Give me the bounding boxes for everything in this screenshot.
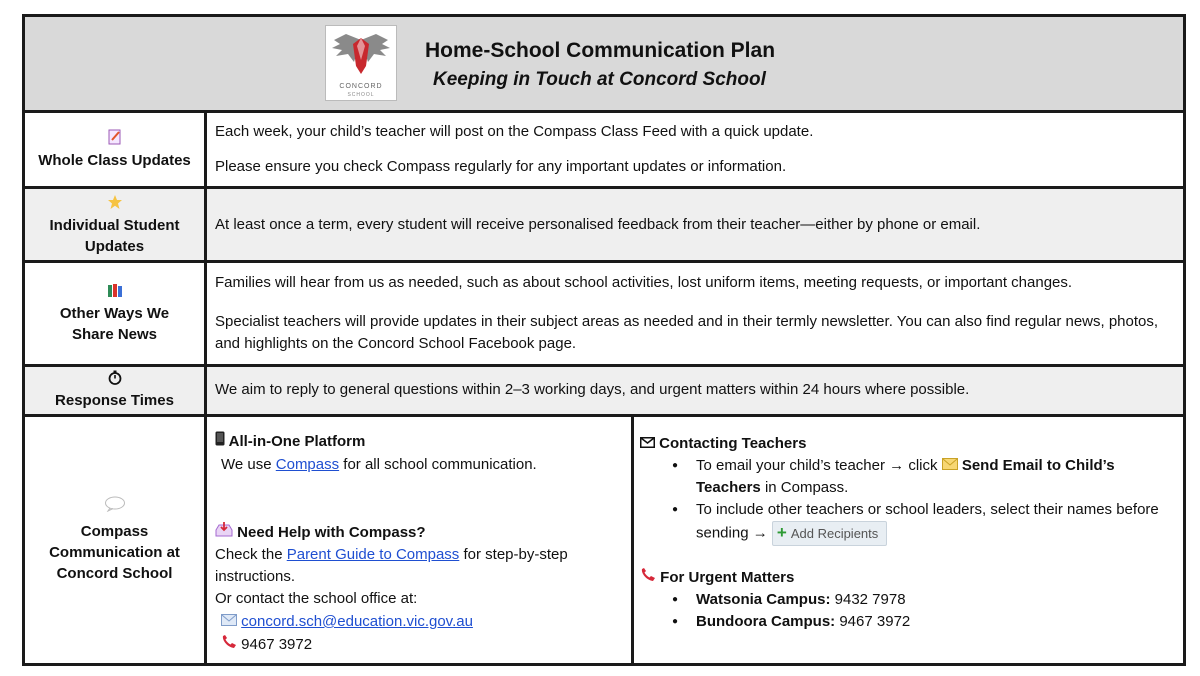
row-response-times: [25, 367, 1183, 417]
plus-icon: +: [776, 523, 787, 542]
row-whole-class: [25, 113, 1183, 189]
row-compass: [25, 417, 1183, 663]
list-item: ● To include other teachers or school leaders, select their names before sending → + Add Recipients: [640, 499, 1175, 546]
row-text: Please ensure you check Compass regularly for any important updates or information.: [215, 158, 787, 175]
row-label: [25, 367, 207, 414]
parent-guide-link[interactable]: Parent Guide to Compass: [286, 546, 460, 563]
compass-right-column: [640, 417, 1175, 663]
list-item: ● To email your child’s teacher → click Send Email to Child’s Teachers in Compass.: [640, 455, 1175, 499]
office-email-link[interactable]: concord.sch@education.vic.gov.au: [241, 613, 473, 630]
row-text: Specialist teachers will provide updates in their subject areas as needed and in their termly newsletter. You can also find regular news, photos, and highlights on the Concord School Facebook page.: [215, 313, 1159, 352]
help-text: Check the Parent Guide to Compass for step-by-step instructions.: [215, 546, 568, 585]
row-label: [25, 263, 207, 364]
row-content: [215, 113, 1175, 186]
platform-text: We use Compass for all school communication.: [221, 456, 537, 473]
column-divider: [631, 417, 634, 663]
memo-icon: [108, 129, 122, 150]
urgent-heading: For Urgent Matters: [640, 567, 794, 589]
mobile-phone-icon: [215, 433, 225, 450]
row-label: [25, 113, 207, 186]
email-envelope-icon: [942, 457, 958, 474]
campus-list: [640, 589, 1175, 633]
eagle-icon: [326, 30, 396, 82]
platform-heading: All-in-One Platform: [215, 431, 365, 453]
star-icon: [107, 194, 123, 215]
list-item: ● Watsonia Campus: 9432 7978: [640, 589, 1175, 611]
row-label-text: Individual Student Updates: [49, 217, 180, 255]
row-text: Each week, your child’s teacher will post on the Compass Class Feed with a quick update.: [215, 123, 814, 140]
compass-link[interactable]: Compass: [275, 456, 340, 473]
stopwatch-icon: [108, 370, 122, 390]
office-email: [221, 611, 473, 633]
row-text: We aim to reply to general questions within 2–3 working days, and urgent matters within 24 hours where possible.: [215, 381, 970, 398]
row-label: [25, 189, 207, 260]
office-text: Or contact the school office at:: [215, 590, 418, 607]
row-content: [215, 263, 1175, 364]
row-content: [215, 189, 1175, 260]
phone-icon: [221, 636, 237, 653]
school-logo: [325, 25, 397, 101]
list-item: ● Bundoora Campus: 9467 3972: [640, 611, 1175, 633]
compass-left-column: [215, 417, 633, 663]
row-text: At least once a term, every student will receive personalised feedback from their teacher—either by phone or email.: [215, 216, 981, 233]
inbox-tray-icon: [215, 524, 233, 541]
contact-heading: Contacting Teachers: [640, 433, 806, 455]
row-other-ways: [25, 263, 1183, 367]
logo-text: CONCORD: [339, 83, 383, 90]
row-label-text: Whole Class Updates: [38, 151, 191, 169]
row-individual-updates: [25, 189, 1183, 263]
email-icon: [221, 613, 237, 630]
logo-subtext: SCHOOL: [347, 92, 375, 98]
row-label-text: Other Ways We Share News: [59, 305, 170, 343]
page-title: Home-School Communication Plan: [425, 39, 776, 62]
header: [25, 17, 1183, 113]
phone-icon: [640, 569, 656, 586]
envelope-icon: [640, 435, 655, 452]
row-label-text: Compass Communication at Concord School: [49, 523, 180, 582]
communication-plan-table: [22, 14, 1186, 666]
row-text: Families will hear from us as needed, such as about school activities, lost uniform items, meeting requests, or important changes.: [215, 274, 1073, 291]
contact-bullets: [640, 455, 1175, 546]
row-content: [215, 367, 1175, 414]
row-label-text: Response Times: [55, 392, 174, 409]
speech-bubble-icon: [104, 496, 126, 517]
help-heading: Need Help with Compass?: [215, 522, 426, 544]
add-recipients-button[interactable]: + Add Recipients: [772, 521, 887, 546]
row-label: [25, 417, 207, 663]
page-subtitle: Keeping in Touch at Concord School: [433, 69, 766, 90]
books-icon: [107, 282, 123, 303]
office-phone: 9467 3972: [221, 634, 312, 656]
